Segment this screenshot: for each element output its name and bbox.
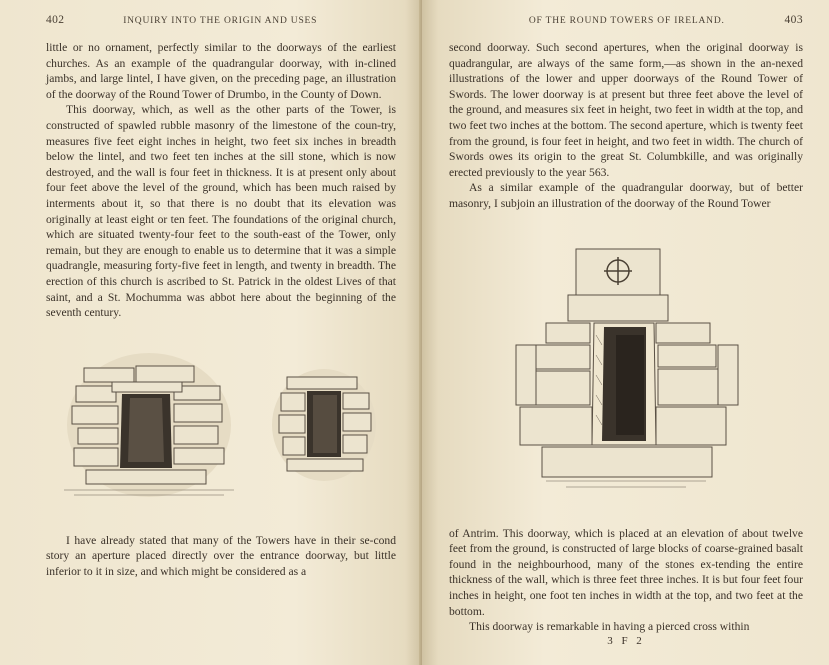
right-page-number: 403 bbox=[784, 14, 803, 26]
left-page-header bbox=[46, 14, 396, 32]
right-paragraph-1: second doorway. Such second apertures, when the original doorway is quadrangular, are always of the same form,—as shown in the an-nexed illustrations of the lower and upper doorways of the Round Tower of Swords. The lower doorway is at present but three feet above the level of the ground, and measures six feet in height, two feet in width at the top, and two feet two inches at the bottom. The second aperture, which is twenty feet from the ground, is four feet in height, and two feet in width. The church of Swords owes its origin to the great St. Columbkille, and was originally erected previously to the year 563. bbox=[449, 41, 803, 179]
swords-upper-aperture-figure bbox=[269, 365, 379, 485]
left-paragraph-3: I have already stated that many of the Towers have in their se-cond story an aperture placed directly over the entrance doorway, but little inferior to it in size, and which might be considered as a bbox=[46, 533, 396, 578]
right-page bbox=[422, 0, 829, 665]
left-paragraph-2: This doorway, which, as well as the other parts of the Tower, is constructed of spawled rubble masonry of the limestone of the coun-try, measures five feet eight inches in height, two feet six inches in breadth below the lintel, and two feet ten inches at the sill stone, which is now destroyed, and the wall is four feet in thickness. It is at present only about four feet above the level of the ground, which has been much raised by interments about it, so that there is no doubt that its elevation was originally at least eight or ten feet. The foundations of the original church, which are situated twenty-four feet to the south-east of the Tower, only remain, but they are enough to enable us to determine that it was a simple quadrangle, measuring forty-five feet in length, and twenty in breadth. The erection of this church is ascribed to St. Patrick in the oldest Lives of that saint, and a St. Mochumma was abbot here about the beginning of the seventh century. bbox=[46, 103, 396, 320]
right-paragraph-2: As a similar example of the quadrangular doorway, but of better masonry, I subjoin an illustration of the doorway of the Round Tower bbox=[449, 181, 803, 210]
right-page-header bbox=[449, 14, 803, 32]
swords-doorways-illustration bbox=[46, 335, 396, 515]
right-running-head: OF THE ROUND TOWERS OF IRELAND. bbox=[528, 16, 725, 26]
left-page-number: 402 bbox=[46, 14, 65, 26]
right-paragraph-4: This doorway is remarkable in having a pierced cross within bbox=[469, 620, 750, 634]
signature-mark: 3 F 2 bbox=[607, 634, 645, 647]
left-running-head: INQUIRY INTO THE ORIGIN AND USES bbox=[123, 16, 318, 26]
antrim-doorway-illustration bbox=[449, 220, 803, 520]
left-paragraph-1: little or no ornament, perfectly similar to the doorways of the earliest churches. As an example of the quadrangular doorway, with in-clined jambs, and large lintel, I have given, on the preceding page, an illustration of the doorway of the Round Tower of Drumbo, in the County of Down. bbox=[46, 41, 396, 101]
antrim-doorway-figure bbox=[506, 245, 746, 495]
swords-lower-doorway-figure bbox=[64, 350, 234, 500]
right-paragraph-3: of Antrim. This doorway, which is placed at an elevation of about twelve feet from the ground, is constructed of large blocks of coarse-grained basalt found in the neighbourhood, many of the stones ex-tending the entire thickness of the wall, which is three feet three inches. It is but four feet four inches in height, one foot ten inches in width at the top, and two feet at the bottom. bbox=[449, 526, 803, 618]
